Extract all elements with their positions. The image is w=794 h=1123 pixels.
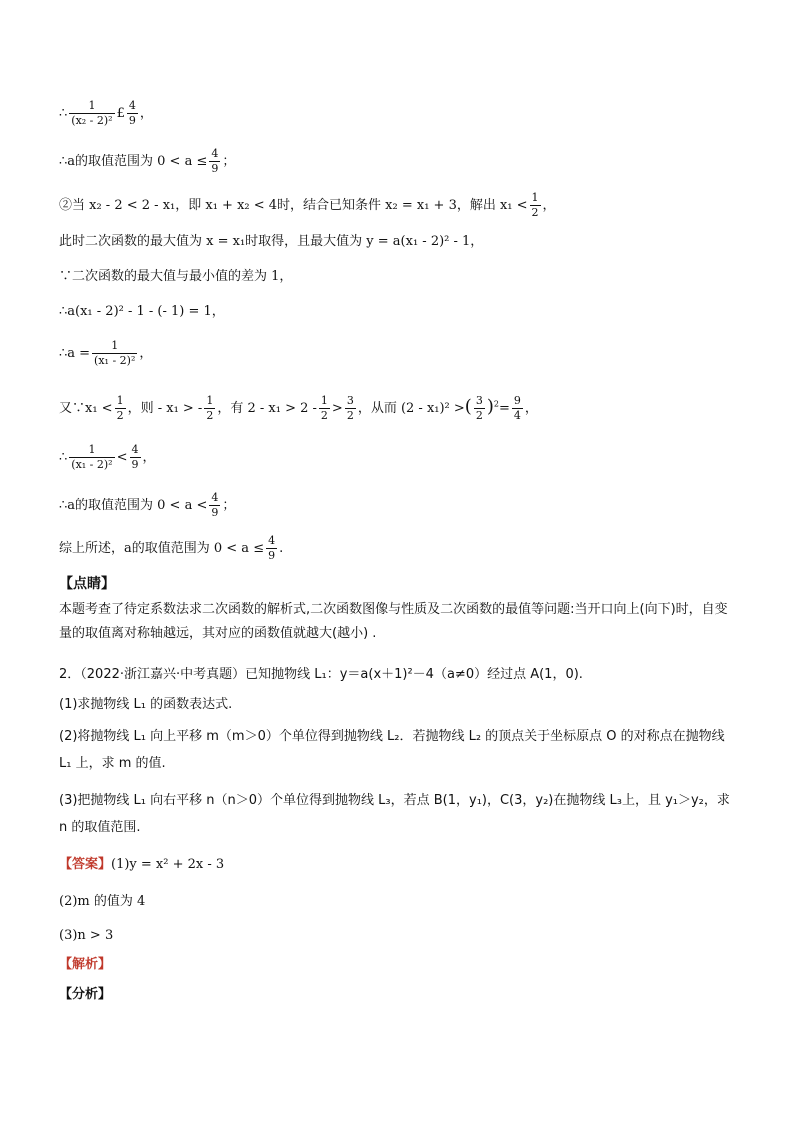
fenxi-label: 【分析】 <box>59 987 112 1002</box>
fraction: $\frac{1}{2}$ <box>320 394 328 422</box>
solution-line-8: 又∵x₁ < $\frac{1}{2}$ ，则 - x₁ > - $\frac{1}{2}$ ，有 2 - x₁ > 2 - $\frac{1}{2}$ > $\frac{3}{2}$ ，从而 (2 - x₁)² >( $\frac{3}{2}$ )$^2$= $\frac{9}{4}$ ， <box>59 394 538 422</box>
dianjing-text: 本题考查了待定系数法求二次函数的解析式,二次函数图像与性质及二次函数的最值等问题:当开口向上(向下)时，自变量的取值离对称轴越远，其对应的函数值就越大(越小) . <box>59 602 728 641</box>
fraction: $\frac{1}{\text{(x₁ - 2)²}}$ <box>71 443 113 471</box>
problem-q2: (2)将抛物线 L₁ 向上平移 m（m＞0）个单位得到抛物线 L₂．若抛物线 L₂ 的顶点关于坐标原点 O 的对称点在抛物线 L₁ 上，求 m 的值. <box>59 729 725 771</box>
problem-q1: (1)求抛物线 L₁ 的函数表达式. <box>59 697 233 712</box>
fraction: $\frac{4}{9}$ <box>211 147 219 175</box>
answer-line-1: 【答案】(1)y = x² + 2x - 3 <box>59 857 225 872</box>
problem-q3: (3)把抛物线 L₁ 向右平移 n（n＞0）个单位得到抛物线 L₃，若点 B(1，y₁)，C(3，y₂)在抛物线 L₃上，且 y₁＞y₂，求 n 的取值范围. <box>59 793 730 835</box>
fraction: $\frac{1}{\text{(x₂ - 2)²}}$ <box>71 99 113 127</box>
solution-line-3: ②当 x₂ - 2 < 2 - x₁，即 x₁ + x₂ < 4时，结合已知条件 x₂ = x₁ + 3，解出 x₁ < $\frac{1}{2}$ ， <box>59 191 556 219</box>
solution-line-6: ∴a(x₁ - 2)² - 1 - (- 1) = 1， <box>59 304 225 319</box>
solution-line-11: 综上所述，a的取值范围为 0 < a ≤ $\frac{4}{9}$ . <box>59 534 284 562</box>
solution-line-1: ∴ $\frac{1}{\text{(x₂ - 2)²}}$ £ $\frac{4}{9}$ ， <box>59 99 153 127</box>
fraction: $\frac{1}{\text{(x₁ - 2)²}}$ <box>94 339 136 367</box>
answer-label: 【答案】 <box>59 857 112 872</box>
fraction: $\frac{4}{9}$ <box>268 534 276 562</box>
fraction: $\frac{9}{4}$ <box>513 394 521 422</box>
solution-line-7: ∴a = $\frac{1}{\text{(x₁ - 2)²}}$ ， <box>59 339 153 367</box>
problem-header: 2．（2022·浙江嘉兴·中考真题）已知抛物线 L₁：y＝a(x＋1)²－4（a≠0）经过点 A(1，0). <box>59 667 583 682</box>
solution-line-2: ∴a的取值范围为 0 < a ≤ $\frac{4}{9}$ ； <box>59 147 236 175</box>
fraction: $\frac{4}{9}$ <box>128 99 136 127</box>
jiexi-label: 【解析】 <box>59 957 112 972</box>
answer-line-2: (2)m 的值为 4 <box>59 894 146 909</box>
dianjing-label: 【点睛】 <box>59 576 115 592</box>
therefore-symbol: ∴ <box>59 106 68 121</box>
fraction: $\frac{3}{2}$ <box>346 394 354 422</box>
fraction: $\frac{1}{2}$ <box>531 191 539 219</box>
fraction: $\frac{1}{2}$ <box>116 394 124 422</box>
fraction: $\frac{4}{9}$ <box>211 491 219 519</box>
fraction: $\frac{4}{9}$ <box>131 443 139 471</box>
solution-line-4: 此时二次函数的最大值为 x = x₁时取得，且最大值为 y = a(x₁ - 2)² - 1， <box>59 234 484 249</box>
solution-line-5: ∵二次函数的最大值与最小值的差为 1， <box>59 269 293 284</box>
fraction: $\frac{3}{2}$ <box>475 394 483 422</box>
fraction: $\frac{1}{2}$ <box>206 394 214 422</box>
solution-line-10: ∴a的取值范围为 0 < a < $\frac{4}{9}$ ； <box>59 491 236 519</box>
answer-line-3: (3)n > 3 <box>59 928 114 943</box>
solution-line-9: ∴ $\frac{1}{\text{(x₁ - 2)²}}$ < $\frac{4}{9}$ ， <box>59 443 156 471</box>
